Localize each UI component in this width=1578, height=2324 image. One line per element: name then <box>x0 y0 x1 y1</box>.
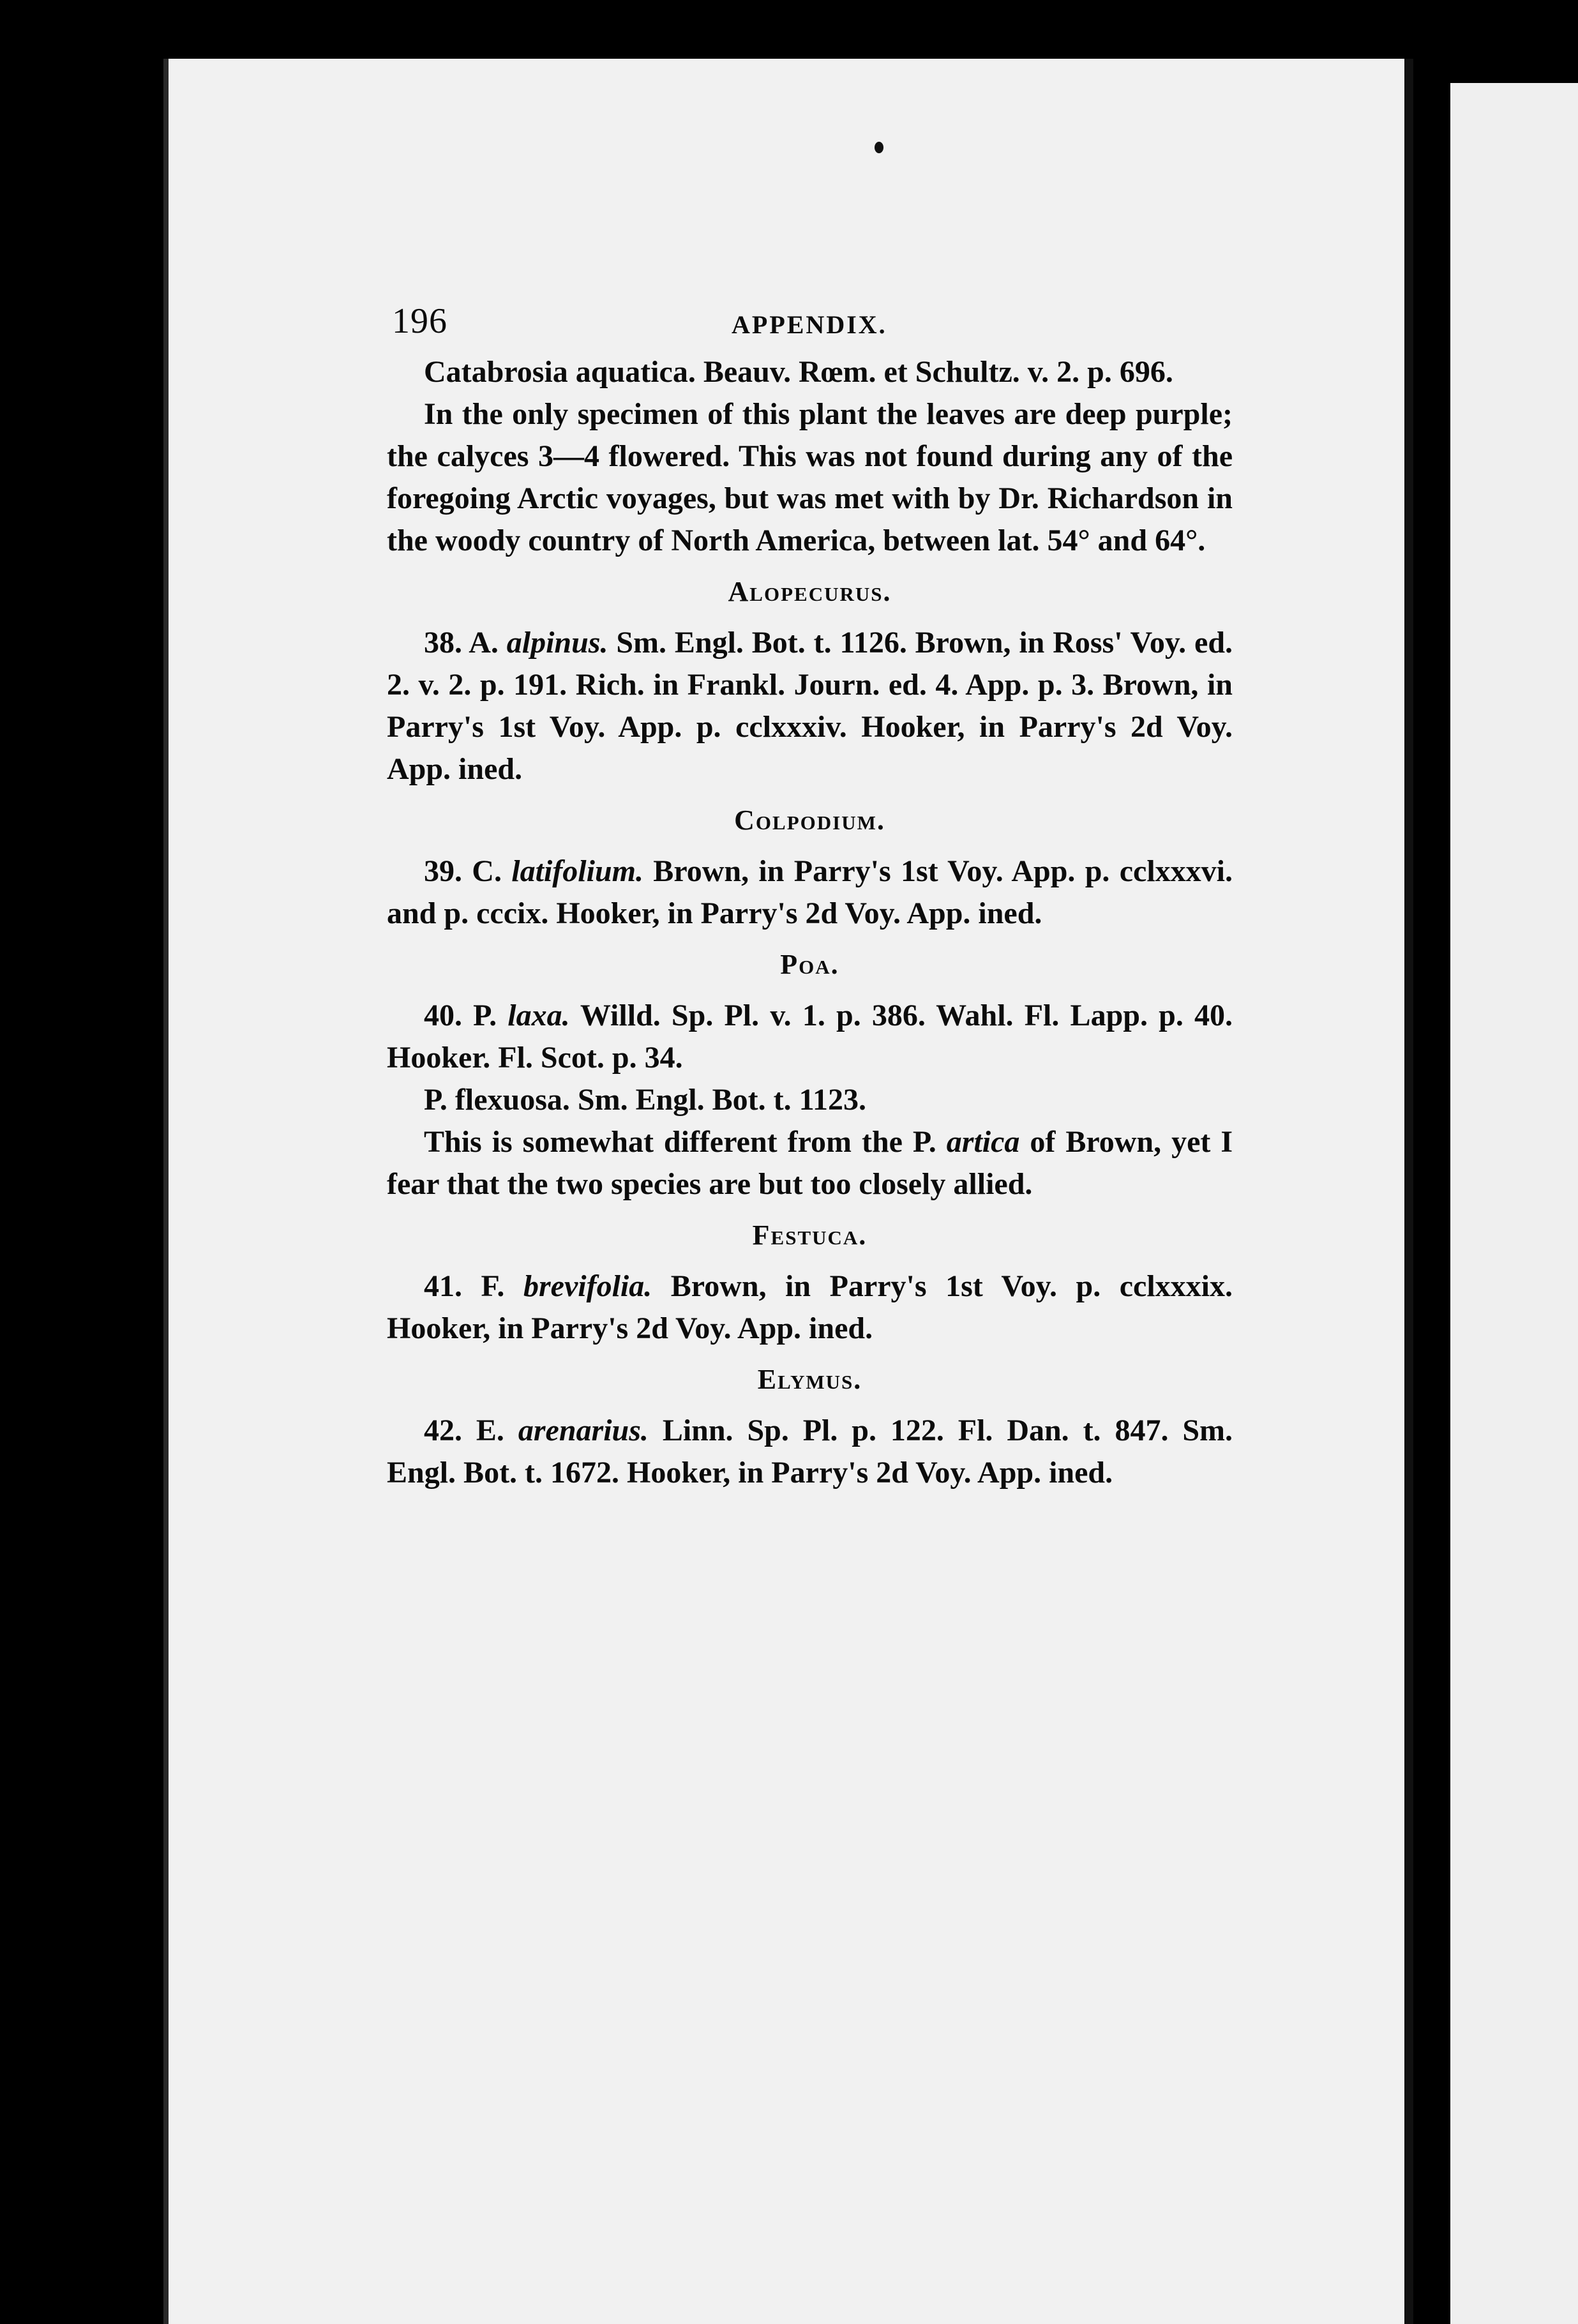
entry-number: 40. P. <box>424 999 497 1032</box>
entry-number: 41. F. <box>424 1269 505 1303</box>
entry-38 <box>387 622 1233 790</box>
note-text: This is somewhat different from the P. <box>424 1125 936 1159</box>
page-number: 196 <box>392 301 447 341</box>
page-text <box>387 300 1233 1494</box>
note-text: of Brown, yet I fear that the two species are but too closely allied. <box>387 1125 1233 1201</box>
entry-number: 38. A. <box>424 626 499 660</box>
genus-heading-elymus: Elymus. <box>757 1364 862 1395</box>
poa-note <box>387 1121 1233 1205</box>
entry-41 <box>387 1265 1233 1350</box>
ink-speck <box>875 142 883 153</box>
entry-p-flexuosa: P. flexuosa. Sm. Engl. Bot. t. 1123. <box>424 1083 866 1117</box>
genus-heading-alopecurus: Alopecurus. <box>728 576 892 607</box>
species-name: artica <box>946 1125 1020 1159</box>
genus-heading-colpodium: Colpodium. <box>734 804 885 836</box>
running-head <box>387 300 1233 351</box>
entry-references: Brown, in Parry's 1st Voy. App. p. cclxxxvi. and p. cccix. Hooker, in Parry's 2d Voy. App. ined. <box>387 854 1233 930</box>
entry-references: Linn. Sp. Pl. p. 122. Fl. Dan. t. 847. Sm. Engl. Bot. t. 1672. Hooker, in Parry's 2d Voy. App. ined. <box>387 1414 1233 1490</box>
catabrosia-note: In the only specimen of this plant the leaves are deep purple; the calyces 3—4 flowered. This was not found during any of the foregoing Arctic voyages, but was met with by Dr. Richardson in the woody country of North America, between lat. 54° and 64°. <box>387 397 1233 557</box>
page-edge-shadow <box>1404 59 1413 2324</box>
genus-heading-festuca: Festuca. <box>752 1219 868 1251</box>
entry-number: 42. E. <box>424 1414 504 1447</box>
species-name: brevifolia. <box>523 1269 652 1303</box>
entry-references: Brown, in Parry's 1st Voy. p. cclxxxix. Hooker, in Parry's 2d Voy. App. ined. <box>387 1269 1233 1345</box>
entry-references: Willd. Sp. Pl. v. 1. p. 386. Wahl. Fl. Lapp. p. 40. Hooker. Fl. Scot. p. 34. <box>387 999 1233 1075</box>
entry-number: 39. C. <box>424 854 502 888</box>
entry-references: Sm. Engl. Bot. t. 1126. Brown, in Ross' Voy. ed. 2. v. 2. p. 191. Rich. in Frankl. Journ. ed. 4. App. p. 3. Brown, in Parry's 1st Voy. App. p. cclxxxiv. Hooker, in Parry's 2d Voy. App. ined. <box>387 626 1233 786</box>
species-name: alpinus. <box>506 626 608 660</box>
entry-42 <box>387 1410 1233 1494</box>
species-name: laxa. <box>507 999 570 1032</box>
species-name: arenarius. <box>518 1414 649 1447</box>
facing-page-edge <box>1450 83 1578 2324</box>
entry-40 <box>387 995 1233 1079</box>
genus-heading-poa: Poa. <box>780 949 839 980</box>
catabrosia-title: Catabrosia aquatica. Beauv. Rœm. et Schultz. v. 2. p. 696. <box>424 355 1173 389</box>
running-title: APPENDIX. <box>732 310 887 339</box>
species-name: latifolium. <box>511 854 643 888</box>
entry-39 <box>387 850 1233 935</box>
